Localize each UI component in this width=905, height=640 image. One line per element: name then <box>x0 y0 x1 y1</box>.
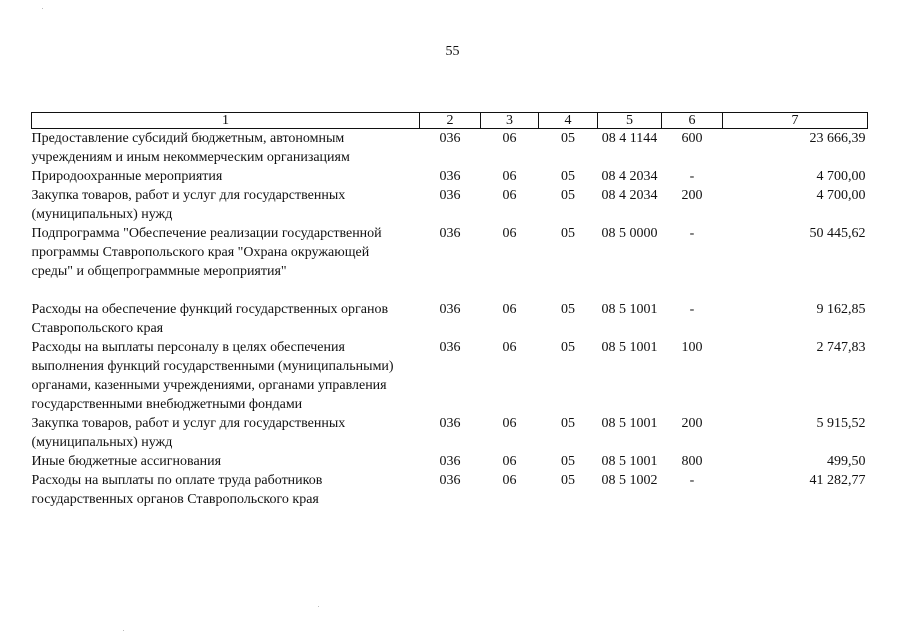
row-col-2: 036 <box>439 473 461 488</box>
row-col-3: 06 <box>502 302 517 317</box>
row-col-6: 100 <box>681 340 703 355</box>
row-amount: 4 700,00 <box>816 188 866 203</box>
row-col-2: 036 <box>439 188 461 203</box>
header-col-7: 7 <box>723 113 868 129</box>
row-amount: 499,50 <box>827 454 866 469</box>
row-col-2: 036 <box>439 302 461 317</box>
header-col-4: 4 <box>539 113 598 129</box>
row-col-3: 06 <box>502 340 517 355</box>
table-row <box>32 224 868 300</box>
row-col-6: 200 <box>681 188 703 203</box>
row-col-2: 036 <box>439 340 461 355</box>
row-col-4: 05 <box>561 302 575 317</box>
scan-speck <box>318 606 319 607</box>
row-col-2: 036 <box>439 226 461 241</box>
row-col-2: 036 <box>439 169 461 184</box>
row-col-3: 06 <box>502 226 517 241</box>
row-col-4: 05 <box>561 473 575 488</box>
row-col-2: 036 <box>439 454 461 469</box>
row-name: Подпрограмма "Обеспечение реализации государственной программы Ставропольского края "Охрана окружающей среды" и общепрограммные мероприятия" <box>31 226 382 279</box>
table-header <box>32 113 868 129</box>
row-amount: 9 162,85 <box>816 302 866 317</box>
row-name: Иные бюджетные ассигнования <box>31 454 222 469</box>
row-name: Природоохранные мероприятия <box>31 169 223 184</box>
row-col-3: 06 <box>502 188 517 203</box>
row-name: Закупка товаров, работ и услуг для государственных (муниципальных) нужд <box>31 188 346 222</box>
row-col-4: 05 <box>561 454 575 469</box>
row-name: Расходы на обеспечение функций государственных органов Ставропольского края <box>31 302 389 336</box>
row-col-6: - <box>689 226 695 241</box>
row-col-6: 200 <box>681 416 703 431</box>
row-amount: 50 445,62 <box>809 226 866 241</box>
row-col-3: 06 <box>502 473 517 488</box>
row-col-5: 08 4 1144 <box>601 131 658 146</box>
row-col-2: 036 <box>439 131 461 146</box>
row-amount: 41 282,77 <box>809 473 866 488</box>
scan-speck <box>123 630 124 631</box>
row-col-5: 08 4 2034 <box>601 188 658 203</box>
row-amount: 2 747,83 <box>816 340 866 355</box>
row-col-4: 05 <box>561 169 575 184</box>
header-col-5: 5 <box>598 113 662 129</box>
row-col-6: - <box>689 473 695 488</box>
row-name: Закупка товаров, работ и услуг для государственных (муниципальных) нужд <box>31 416 346 450</box>
row-col-6: 800 <box>681 454 703 469</box>
row-col-4: 05 <box>561 188 575 203</box>
row-amount: 23 666,39 <box>809 131 866 146</box>
row-col-3: 06 <box>502 131 517 146</box>
row-col-3: 06 <box>502 454 517 469</box>
table-row <box>32 452 868 471</box>
row-col-4: 05 <box>561 226 575 241</box>
table-row <box>32 167 868 186</box>
header-col-2: 2 <box>420 113 481 129</box>
table-row <box>32 300 868 338</box>
row-col-5: 08 5 1001 <box>601 302 658 317</box>
row-amount: 5 915,52 <box>816 416 866 431</box>
row-amount: 4 700,00 <box>816 169 866 184</box>
row-col-6: - <box>689 302 695 317</box>
row-col-3: 06 <box>502 416 517 431</box>
table-row <box>32 186 868 224</box>
row-col-5: 08 4 2034 <box>601 169 658 184</box>
scan-speck <box>42 8 43 9</box>
row-col-5: 08 5 1001 <box>601 454 658 469</box>
row-col-3: 06 <box>502 169 517 184</box>
table-body <box>32 129 868 510</box>
header-row <box>32 113 868 129</box>
header-col-3: 3 <box>481 113 539 129</box>
row-name: Расходы на выплаты по оплате труда работников государственных органов Ставропольского края <box>31 473 323 507</box>
row-col-6: - <box>689 169 695 184</box>
row-col-4: 05 <box>561 416 575 431</box>
row-col-5: 08 5 1002 <box>601 473 658 488</box>
row-col-5: 08 5 1001 <box>601 340 658 355</box>
row-col-5: 08 5 1001 <box>601 416 658 431</box>
header-col-6: 6 <box>662 113 723 129</box>
budget-table <box>31 112 868 509</box>
row-col-4: 05 <box>561 131 575 146</box>
table-row <box>32 414 868 452</box>
page-number: 55 <box>445 44 460 59</box>
row-name: Расходы на выплаты персоналу в целях обеспечения выполнения функций государственными (муниципальными) органами, казенными учреждениями, органами управления государственными внебюджетными фондами <box>31 340 394 412</box>
row-name: Предоставление субсидий бюджетным, автономным учреждениям и иным некоммерческим организациям <box>31 131 350 165</box>
row-col-6: 600 <box>681 131 703 146</box>
row-col-2: 036 <box>439 416 461 431</box>
header-col-1: 1 <box>32 113 420 129</box>
table-row <box>32 471 868 509</box>
table-row <box>32 338 868 414</box>
row-col-5: 08 5 0000 <box>601 226 658 241</box>
table-row <box>32 129 868 168</box>
row-col-4: 05 <box>561 340 575 355</box>
